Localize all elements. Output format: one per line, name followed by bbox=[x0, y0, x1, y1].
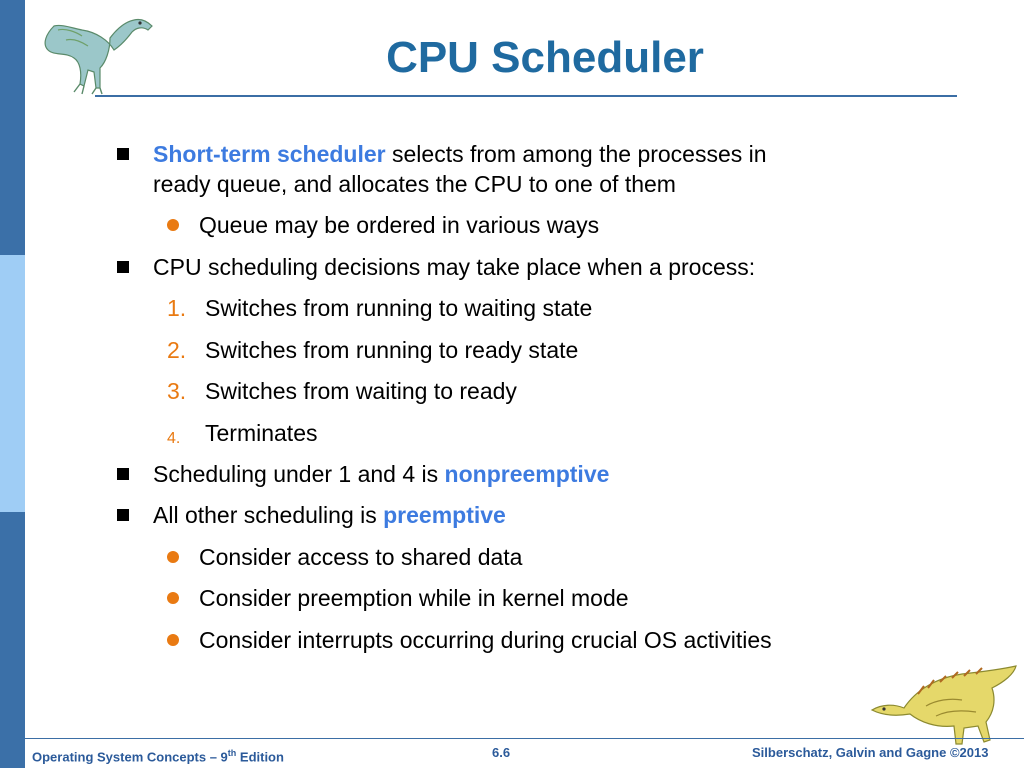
bullet-text: Consider access to shared data bbox=[199, 544, 523, 570]
footer-book-title bbox=[32, 744, 284, 766]
item-number: 4. bbox=[167, 430, 181, 447]
footer-copyright: Silberschatz, Galvin and Gagne ©2013 bbox=[752, 745, 989, 760]
bullet-text: Consider interrupts occurring during crucial OS activities bbox=[199, 627, 772, 653]
bullet-text: All other scheduling is bbox=[153, 502, 384, 528]
bullet-text: Consider preemption while in kernel mode bbox=[199, 585, 629, 611]
highlight-term: nonpreemptive bbox=[444, 461, 610, 487]
bullet-text: selects from among the processes in bbox=[385, 141, 767, 167]
bullet-text: Scheduling under 1 and 4 is bbox=[153, 461, 445, 487]
item-number: 2. bbox=[167, 337, 187, 363]
footer-divider bbox=[25, 738, 1024, 739]
dot-bullet-icon bbox=[167, 592, 179, 604]
bullet-text: Terminates bbox=[205, 420, 318, 446]
bullet-text: Queue may be ordered in various ways bbox=[199, 212, 600, 238]
highlight-term: Short-term scheduler bbox=[153, 141, 386, 167]
highlight-term: preemptive bbox=[383, 502, 506, 528]
footer-book-suffix: Edition bbox=[236, 749, 284, 765]
footer-book-sup: th bbox=[227, 748, 237, 758]
dot-bullet-icon bbox=[167, 219, 179, 231]
bullet-continuation bbox=[153, 169, 676, 199]
dot-bullet-icon bbox=[167, 551, 179, 563]
footer-page-number: 6.6 bbox=[492, 745, 511, 760]
dot-bullet-icon bbox=[167, 634, 179, 646]
bullet-text: Switches from waiting to ready bbox=[205, 378, 517, 404]
page-title: CPU Scheduler bbox=[386, 33, 704, 82]
square-bullet-icon bbox=[117, 261, 129, 273]
bullet-text: Switches from running to ready state bbox=[205, 337, 579, 363]
square-bullet-icon bbox=[117, 509, 129, 521]
item-number: 1. bbox=[167, 295, 187, 321]
footer-book-prefix: Operating System Concepts – 9 bbox=[32, 749, 228, 765]
item-number: 3. bbox=[167, 378, 187, 404]
bullet-text: Switches from running to waiting state bbox=[205, 295, 593, 321]
bullet-text: ready queue, and allocates the CPU to one of them bbox=[153, 171, 676, 197]
square-bullet-icon bbox=[117, 148, 129, 160]
bullet-text: CPU scheduling decisions may take place when a process: bbox=[153, 254, 756, 280]
square-bullet-icon bbox=[117, 468, 129, 480]
